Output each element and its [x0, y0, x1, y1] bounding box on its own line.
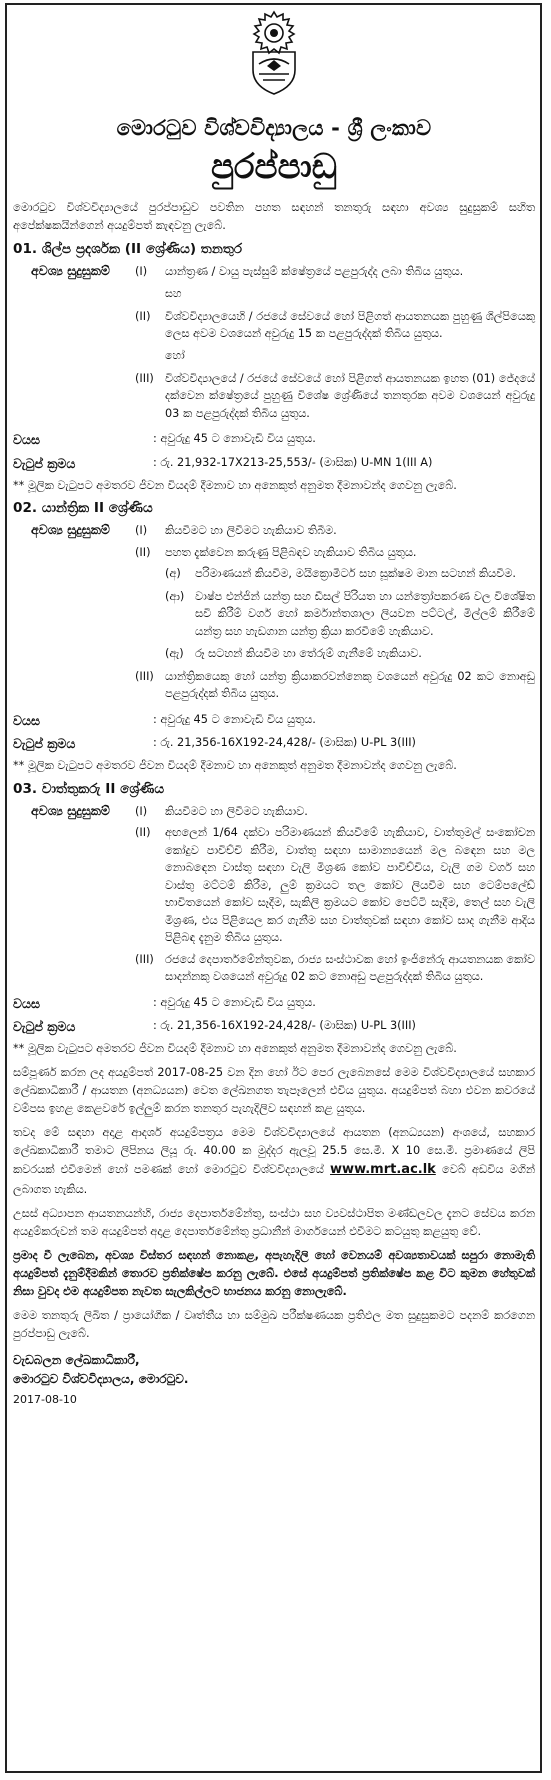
requirement-item: (II) පහත දැක්වෙන කරුණු පිළිබඳව හැකියාව තිබිය යුතුය. [135, 545, 417, 559]
vacancy-section-3 [13, 781, 535, 1058]
requirement-item: (II) අඟලෙන් 1/64 දක්වා පරිමාණයන් කියවීමේ හැකියාව, වාත්තුමල් සංකෝචන කෝදුව පාවිච්චි කිරීම, වාත්තු සඳහා සාමාන්‍යයෙන් මල බඳෙන සහ මල නොබඳෙන වාස්තු සඳහා වැලි මිශ්‍රණ කෝව පාවිච්චිය, වැලි ගම වර්ග සහ වාස්තු මට්ටම් කිරීම, ලුම් ක්‍රමයට තල කෝව ලියවීම සහ ටෙම්පලේඩ් භාවිතයෙන් කෝව සෑදීම, සැකිලි ක්‍රමයට කෝව පෙට්ටි සෑදීම, තෙල් සහ වැලි මිශ්‍රණ, එය පිළියෙල කර ගැනීම සහ වාත්තුවක් සඳහා කෝව සාද ගැනීම ආදිය පිළිබඳ දැනුම තිබිය යුතුය. [135, 826, 535, 945]
intro-paragraph: මොරටුව විශ්වවිද්‍යාලයේ පුරප්පාඩුව පවතින පහත සඳහන් තනතුරු සඳහා අවශ්‍ය සුදුසුකම් සහිත අපේක්ෂකයින්ගෙන් අයදුම්පත් කැඳවනු ලැබේ. [13, 201, 535, 233]
signatory-address: මොරටුව විශ්වවිද්‍යාලය, මොරටුව. [13, 1371, 189, 1386]
requirement-item: (I) යාන්ත්‍රණ / වායු පැස්සුම් ක්ෂේත්‍රයේ පළපුරුද්ද ලබා තිබිය යුතුය. [135, 265, 464, 279]
requirement-item: (I) කියවීමට හා ලිවීමට හැකියාව. [135, 804, 308, 818]
university-name: මොරටුව විශ්වවිද්‍යාලය - ශ්‍රී ලංකාව [116, 116, 432, 140]
requirement-item: (III) රජයේ දෙපාර්තමේන්තුවක, රාජ්‍ය සංස්ථාවක හෝ ඉංජිනේරු ආයතනයක කෝව සාදන්නකු වශයෙන් අවුරුදු 02 කට නොඅඩු පළපුරුද්දක් තිබිය යුතුය. [135, 952, 535, 984]
age-row: වයස : අවුරුදු 45 ට නොවැඩි විය යුතුය. [13, 432, 316, 448]
notice-date: 2017-08-10 [13, 1392, 77, 1406]
application-form-paragraph: තවද මේ සඳහා අදාළ ආදර්ශ අයදුම්පත්‍රය මෙම විශ්වවිද්‍යාලයේ ආයතන (අනධ්‍යයන) අංශයේ, සහකාර ලේඛකාධිකාරී තමාට ලිපිනය ලියූ රු. 40.00 ක මුද්දර ඇලවූ 25.5 සෙ.මී. X 10 සෙ.මී. ප්‍රමාණයේ ලිපි කවරයක් එවීමෙන් හෝ පමණක් හෝ මොරටුව විශ්වවිද්‍යාලයේ www.mrt.ac.lk වෙබ් අඩවිය මගින් ලබාගත හැකිය. [13, 1125, 535, 1196]
requirements-label: අවශ්‍ය සුදුසුකම් [31, 263, 110, 279]
rejection-paragraph: ප්‍රමාද වී ලැබෙන, අවශ්‍ය විස්තර සඳහන් නොකළ, අපැහැදිලි හෝ වෙනයම් අවශ්‍යතාවයක් සපුරා නොමැති අයදුම්පත් දැනුම්දීමකින් තොරව ප්‍රතික්ෂේප කරනු ලැබේ. එසේ අයදුම්පත් ප්‍රතික්ෂේප කළ විට කුමන හේතුවක් නිසා වුවද එම අයදුම්පත නැවත සැලකිල්ලට භාජනය කරනු නොලැබේ. [13, 1249, 535, 1299]
university-crest-logo [239, 8, 309, 98]
allowance-note: ** මූලික වැටුපට අමතරව ජීවන වියදම් දීමනාව හා අනෙකුත් අනුමත දීමනාවන්ද ගෙවනු ලැබේ. [13, 478, 457, 492]
connector-or: හෝ [165, 348, 185, 362]
vacancy-notice [13, 8, 535, 1406]
selection-paragraph: මෙම තනතුරු ලිඛිත / ප්‍රායෝගික / වෘත්තීය හා සම්මුඛ පරීක්ෂණයක ප්‍රතිඵල මත සුදුසුකමට පදනම් කරගෙන පුරප්පාඩු ලැබේ. [13, 1309, 535, 1341]
vacancy-section-2 [13, 500, 535, 775]
requirement-item: (III) යාන්ත්‍රිකයෙකු හෝ යන්ත්‍ර ක්‍රියාකරවන්නෙකු වශයෙන් අවුරුදු 02 කට නොඅඩු පළපුරුද්දක් තිබිය යුතුය. [135, 669, 535, 701]
submission-paragraph: සම්පූර්ණ කරන ලද අයදුම්පත් 2017-08-25 වන දින හෝ ඊට පෙර ලැබෙනසේ මෙම විශ්වවිද්‍යාලයේ සහකාර ලේඛකාධිකාරී / ආයතන (අනධ්‍යයන) වෙත ලේඛනගත තැපෑලෙන් එවිය යුතුය. අයදුම්පත් බහා එවන කවරයේ වම්පස ඉහළ කෙළවරේ ඉල්ලුම් කරන තනතුර පැහැදිලිව සඳහන් කළ යුතුය. [13, 1065, 535, 1115]
salary-row: වැටුප් ක්‍රමය : රු. 21,932-17X213-25,553/- (මාසික) U-MN 1(III A) [13, 455, 433, 471]
section-title: 03. වාත්තුකරු II ශ්‍රේණිය [13, 780, 165, 797]
requirements-label: අවශ්‍ය සුදුසුකම් [31, 802, 110, 818]
salary-row: වැටුප් ක්‍රමය : රු. 21,356-16X192-24,428/- (මාසික) U-PL 3(III) [13, 1019, 416, 1035]
website-link[interactable]: www.mrt.ac.lk [330, 1162, 436, 1178]
requirement-item: (III) විශ්වවිද්‍යාලයේ / රජයේ සේවයේ හෝ පිළිගත් ආයතනයක ඉහත (01) ජේදයේ දක්වෙන ක්ෂේත්‍රයේ පුහුණු විශේෂ ශ්‍රේණියේ තනතුරක අවම වශයෙන් අවුරුදු 03 ක පළපුරුද්දක් තිබිය යුතුය. [135, 371, 535, 420]
allowance-note: ** මූලික වැටුපට අමතරව ජීවන වියදම් දීමනාව හා අනෙකුත් අනුමත දීමනාවන්ද ගෙවනු ලැබේ. [13, 1042, 457, 1056]
age-row: වයස : අවුරුදු 45 ට නොවැඩි විය යුතුය. [13, 995, 316, 1011]
section-title: 01. ශිල්ප ප්‍රදර්ශක (II ශ්‍රේණිය) තනතුර [13, 241, 243, 258]
page-title: පුරප්පාඩු [211, 147, 337, 187]
signatory-title: වැඩබලන ලේඛකාධිකාරී, [13, 1353, 140, 1368]
sub-requirement: (අ) පරිමාණයන් කියවීම, මයික්‍රොමීටර් සහ සූක්ෂම මාන සටහන් කියවීම. [165, 567, 516, 581]
salary-row: වැටුප් ක්‍රමය : රු. 21,356-16X192-24,428/- (මාසික) U-PL 3(III) [13, 736, 416, 752]
signature-block [13, 1351, 535, 1388]
requirements-label: අවශ්‍ය සුදුසුකම් [31, 522, 110, 538]
allowance-note: ** මූලික වැටුපට අමතරව ජීවන වියදම් දීමනාව හා අනෙකුත් අනුමත දීමනාවන්ද ගෙවනු ලැබේ. [13, 759, 457, 773]
age-row: වයස : අවුරුදු 45 ට නොවැඩි විය යුතුය. [13, 712, 316, 728]
connector-and: සහ [165, 286, 182, 300]
requirement-item: (II) විශ්වවිද්‍යාලයෙහි / රජයේ සේවයේ හෝ පිළිගත් ආයතනයක පුහුණු ශිල්පියෙකු ලෙස අවම වශයෙන් අවුරුදු 15 ක පළපුරුද්දක් තිබිය යුතුය. [135, 309, 535, 341]
requirement-item: (I) කියවීමට හා ලිවීමට හැකියාව තිබීම. [135, 524, 337, 538]
section-title: 02. යාන්ත්‍රික II ශ්‍රේණිය [13, 500, 153, 517]
sub-requirement: (ඇ) රූ සටහන් කියවීම හා තේරුම් ගැනීමේ හැකියාව. [165, 647, 422, 661]
employed-applicants-paragraph: උසස් අධ්‍යාපන ආයතනයන්හි, රාජ්‍ය දෙපාර්තමේන්තු, සංස්ථා සහ ව්‍යවස්ථාපිත මණ්ඩලවල දැනට සේවය කරන අයදුම්කරුවන් තම අයදුම්පත් අදාළ දෙපාර්තමේන්තු ප්‍රධානීන් මාර්ගයෙන් එවීමට කටයුතු කළයුතු වේ. [13, 1206, 535, 1238]
sub-requirement: (ආ) වාෂ්ප එන්ජින් යන්ත්‍ර සහ ඩීසල් පිරියත හා යන්ත්‍රෝපකරණ වල විශේෂිත සවි කිරීම් වර්ග හෝ කර්මාන්තශාලා ලියවන පට්ටල්, මිල්ලම් කිරීමේ යන්ත්‍ර සහ හැඩගාන යන්ත්‍ර ක්‍රියා කරවීමේ හැකියාව. [165, 589, 535, 638]
vacancy-section-1 [13, 241, 535, 494]
